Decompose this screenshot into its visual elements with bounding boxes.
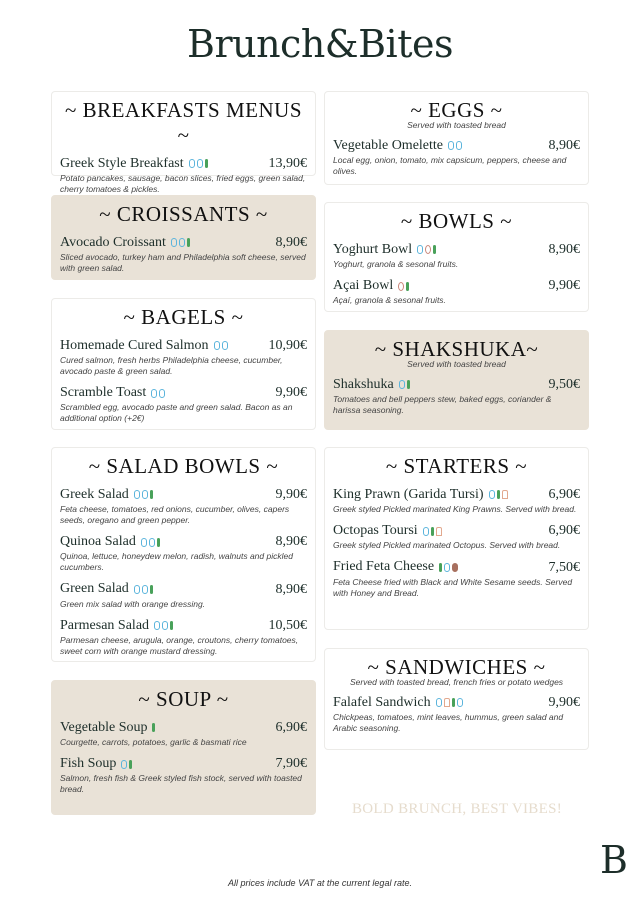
menu-item bbox=[60, 385, 307, 424]
section-title: ~ SALAD BOWLS ~ bbox=[88, 454, 279, 478]
section-title: ~ CROISSANTS ~ bbox=[99, 202, 268, 226]
item-price: 10,50€ bbox=[268, 617, 307, 633]
allergen-icon bbox=[154, 621, 160, 630]
item-price: 9,50€ bbox=[548, 377, 580, 393]
item-price: 8,90€ bbox=[548, 242, 580, 258]
allergen-icon bbox=[189, 159, 195, 168]
item-name: Greek Salad bbox=[60, 487, 129, 503]
menu-item bbox=[60, 534, 307, 573]
item-name: Shakshuka bbox=[333, 377, 394, 393]
item-description: Courgette, carrots, potatoes, garlic & basmati rice bbox=[60, 737, 247, 748]
menu-item bbox=[60, 156, 307, 195]
item-description: Scrambled egg, avocado paste and green salad. Bacon as an additional option (+2€) bbox=[60, 402, 293, 424]
menu-item bbox=[60, 756, 307, 795]
item-name: Yoghurt Bowl bbox=[333, 242, 413, 258]
allergen-icons bbox=[489, 487, 510, 503]
section-breakfasts bbox=[51, 91, 316, 195]
allergen-icon bbox=[407, 380, 410, 389]
allergen-icon bbox=[129, 760, 132, 769]
menu-item bbox=[333, 278, 580, 306]
allergen-icon bbox=[502, 490, 508, 499]
allergen-icons bbox=[439, 559, 460, 575]
item-name: King Prawn (Garida Tursi) bbox=[333, 487, 484, 503]
menu-item bbox=[60, 487, 307, 526]
item-price: 10,90€ bbox=[268, 338, 307, 354]
item-description: Chickpeas, tomatoes, mint leaves, hummus, green salad and Arabic seasoning. bbox=[333, 712, 564, 734]
allergen-icons bbox=[436, 695, 465, 711]
item-name: Vegetable Soup bbox=[60, 720, 148, 736]
allergen-icons bbox=[154, 618, 175, 634]
section-subtitle: Served with toasted bread bbox=[407, 359, 506, 369]
menu-item bbox=[333, 523, 580, 551]
menu-item bbox=[60, 235, 307, 274]
allergen-icon bbox=[179, 238, 185, 247]
allergen-icon bbox=[497, 490, 500, 499]
allergen-icons bbox=[171, 235, 192, 251]
section-title: ~ BOWLS ~ bbox=[400, 209, 513, 233]
allergen-icon bbox=[452, 698, 455, 707]
item-description: Quinoa, lettuce, honeydew melon, radish, walnuts and pickled cucumbers. bbox=[60, 551, 293, 573]
section-eggs bbox=[324, 91, 589, 185]
item-price: 8,90€ bbox=[275, 581, 307, 597]
menu-item bbox=[60, 618, 307, 657]
menu-item bbox=[333, 487, 580, 515]
allergen-icon bbox=[423, 527, 429, 536]
allergen-icon bbox=[152, 723, 155, 732]
allergen-icons bbox=[399, 377, 412, 393]
item-price: 6,90€ bbox=[548, 487, 580, 503]
item-description: Local egg, onion, tomato, mix capsicum, peppers, cheese and olives. bbox=[333, 155, 567, 177]
section-soup bbox=[51, 680, 316, 815]
allergen-icon bbox=[398, 282, 404, 291]
section-croissants bbox=[51, 195, 316, 280]
item-price: 8,90€ bbox=[275, 235, 307, 251]
item-name: Homemade Cured Salmon bbox=[60, 338, 209, 354]
item-price: 6,90€ bbox=[275, 720, 307, 736]
item-price: 8,90€ bbox=[548, 138, 580, 154]
allergen-icons bbox=[423, 523, 444, 539]
item-price: 9,90€ bbox=[275, 385, 307, 401]
item-name: Scramble Toast bbox=[60, 385, 147, 401]
section-starters bbox=[324, 447, 589, 630]
item-description: Greek styled Pickled marinated King Prawns. Served with bread. bbox=[333, 504, 577, 515]
item-description: Cured salmon, fresh herbs Philadelphia cheese, cucumber, avocado paste & green salad. bbox=[60, 355, 283, 377]
item-description: Tomatoes and bell peppers stew, baked eggs, coriander & harissa seasoning. bbox=[333, 394, 552, 416]
item-name: Vegetable Omelette bbox=[333, 138, 444, 154]
allergen-icon bbox=[439, 563, 442, 572]
item-name: Parmesan Salad bbox=[60, 617, 150, 633]
allergen-icon bbox=[431, 527, 434, 536]
allergen-icons bbox=[417, 242, 438, 258]
allergen-icon bbox=[142, 585, 148, 594]
allergen-icons bbox=[448, 138, 464, 154]
allergen-icons bbox=[134, 581, 155, 597]
allergen-icon bbox=[433, 245, 436, 254]
section-subtitle: Served with toasted bread, french fries or potato wedges bbox=[349, 677, 564, 687]
menu-item bbox=[333, 695, 580, 734]
allergen-icon bbox=[162, 621, 168, 630]
allergen-icons bbox=[134, 487, 155, 503]
menu-item bbox=[333, 138, 580, 177]
allergen-icon bbox=[448, 141, 454, 150]
allergen-icon bbox=[142, 490, 148, 499]
allergen-icon bbox=[141, 538, 147, 547]
menu-item bbox=[333, 377, 580, 416]
section-title: ~ STARTERS ~ bbox=[385, 454, 528, 478]
brand-title: Brunch&Bites bbox=[187, 22, 453, 66]
item-name: Fried Feta Cheese bbox=[333, 559, 435, 575]
item-price: 13,90€ bbox=[268, 156, 307, 172]
allergen-icon bbox=[399, 380, 405, 389]
menu-item bbox=[333, 559, 580, 598]
item-name: Avocado Croissant bbox=[60, 235, 166, 251]
allergen-icon bbox=[197, 159, 203, 168]
allergen-icon bbox=[150, 585, 153, 594]
item-description: Açaí, granola & sesonal fruits. bbox=[333, 295, 446, 306]
menu-item bbox=[333, 242, 580, 270]
item-price: 7,90€ bbox=[275, 756, 307, 772]
allergen-icon bbox=[134, 490, 140, 499]
footer-note: All prices include VAT at the current legal rate. bbox=[228, 878, 412, 888]
menu-item bbox=[60, 581, 307, 609]
item-description: Yoghurt, granola & sesonal fruits. bbox=[333, 259, 459, 270]
allergen-icon bbox=[456, 141, 462, 150]
allergen-icon bbox=[444, 698, 450, 707]
item-price: 9,90€ bbox=[548, 695, 580, 711]
item-name: Greek Style Breakfast bbox=[60, 156, 184, 172]
allergen-icon bbox=[444, 563, 450, 572]
section-bowls bbox=[324, 202, 589, 312]
allergen-icon bbox=[436, 527, 442, 536]
section-subtitle: Served with toasted bread bbox=[407, 120, 506, 130]
section-title: ~ BREAKFASTS MENUS ~ bbox=[64, 98, 303, 147]
section-title: ~ BAGELS ~ bbox=[123, 305, 244, 329]
item-name: Açai Bowl bbox=[333, 278, 394, 294]
logo-icon: B bbox=[600, 838, 628, 882]
section-title: ~ SOUP ~ bbox=[138, 687, 229, 711]
allergen-icons bbox=[141, 534, 162, 550]
menu-item bbox=[60, 338, 307, 377]
allergen-icon bbox=[417, 245, 423, 254]
allergen-icon bbox=[157, 538, 160, 547]
allergen-icon bbox=[187, 238, 190, 247]
menu-item bbox=[60, 720, 307, 748]
allergen-icons bbox=[398, 278, 411, 294]
item-description: Greek styled Pickled marinated Octopus. Served with bread. bbox=[333, 540, 561, 551]
item-price: 7,50€ bbox=[548, 559, 580, 575]
allergen-icon bbox=[489, 490, 495, 499]
allergen-icon bbox=[406, 282, 409, 291]
allergen-icon bbox=[170, 621, 173, 630]
item-price: 9,90€ bbox=[275, 487, 307, 503]
item-name: Quinoa Salad bbox=[60, 534, 136, 550]
allergen-icon bbox=[452, 563, 458, 572]
allergen-icon bbox=[222, 341, 228, 350]
item-description: Sliced avocado, turkey ham and Philadelphia soft cheese, served with green salad. bbox=[60, 252, 306, 274]
item-name: Octopas Toursi bbox=[333, 523, 418, 539]
item-description: Feta cheese, tomatoes, red onions, cucumber, olives, capers seeds, oregano and green pepper. bbox=[60, 504, 290, 526]
allergen-icon bbox=[134, 585, 140, 594]
allergen-icon bbox=[159, 389, 165, 398]
tagline: BOLD BRUNCH, BEST VIBES! bbox=[352, 801, 563, 817]
item-description: Feta Cheese fried with Black and White Sesame seeds. Served with Honey and Bread. bbox=[333, 576, 573, 598]
item-name: Green Salad bbox=[60, 581, 129, 597]
section-shakshuka bbox=[324, 330, 589, 430]
allergen-icon bbox=[149, 538, 155, 547]
allergen-icons bbox=[189, 156, 210, 172]
allergen-icon bbox=[214, 341, 220, 350]
item-description: Salmon, fresh fish & Greek styled fish stock, served with toasted bread. bbox=[60, 773, 302, 795]
allergen-icon bbox=[151, 389, 157, 398]
allergen-icon bbox=[425, 245, 431, 254]
allergen-icon bbox=[171, 238, 177, 247]
allergen-icon bbox=[121, 760, 127, 769]
section-title: ~ SHAKSHUKA~ bbox=[374, 337, 539, 361]
section-bagels bbox=[51, 298, 316, 430]
allergen-icons bbox=[214, 338, 230, 354]
item-name: Falafel Sandwich bbox=[333, 695, 431, 711]
item-price: 8,90€ bbox=[275, 534, 307, 550]
section-title: ~ SANDWICHES ~ bbox=[367, 655, 546, 679]
item-description: Potato pancakes, sausage, bacon slices, fried eggs, green salad, cherry tomatoes & pickles. bbox=[60, 173, 306, 195]
item-price: 9,90€ bbox=[548, 278, 580, 294]
allergen-icons bbox=[121, 756, 134, 772]
allergen-icon bbox=[205, 159, 208, 168]
allergen-icons bbox=[151, 385, 167, 401]
allergen-icon bbox=[436, 698, 442, 707]
item-name: Fish Soup bbox=[60, 756, 117, 772]
item-description: Green mix salad with orange dressing. bbox=[60, 598, 206, 609]
section-salads bbox=[51, 447, 316, 662]
allergen-icon bbox=[457, 698, 463, 707]
section-title: ~ EGGS ~ bbox=[410, 98, 503, 122]
item-price: 6,90€ bbox=[548, 523, 580, 539]
section-sandwiches bbox=[324, 648, 589, 750]
item-description: Parmesan cheese, arugula, orange, croutons, cherry tomatoes, sweet corn with orange mustard dressing. bbox=[60, 634, 299, 656]
allergen-icons bbox=[152, 720, 157, 736]
allergen-icon bbox=[150, 490, 153, 499]
